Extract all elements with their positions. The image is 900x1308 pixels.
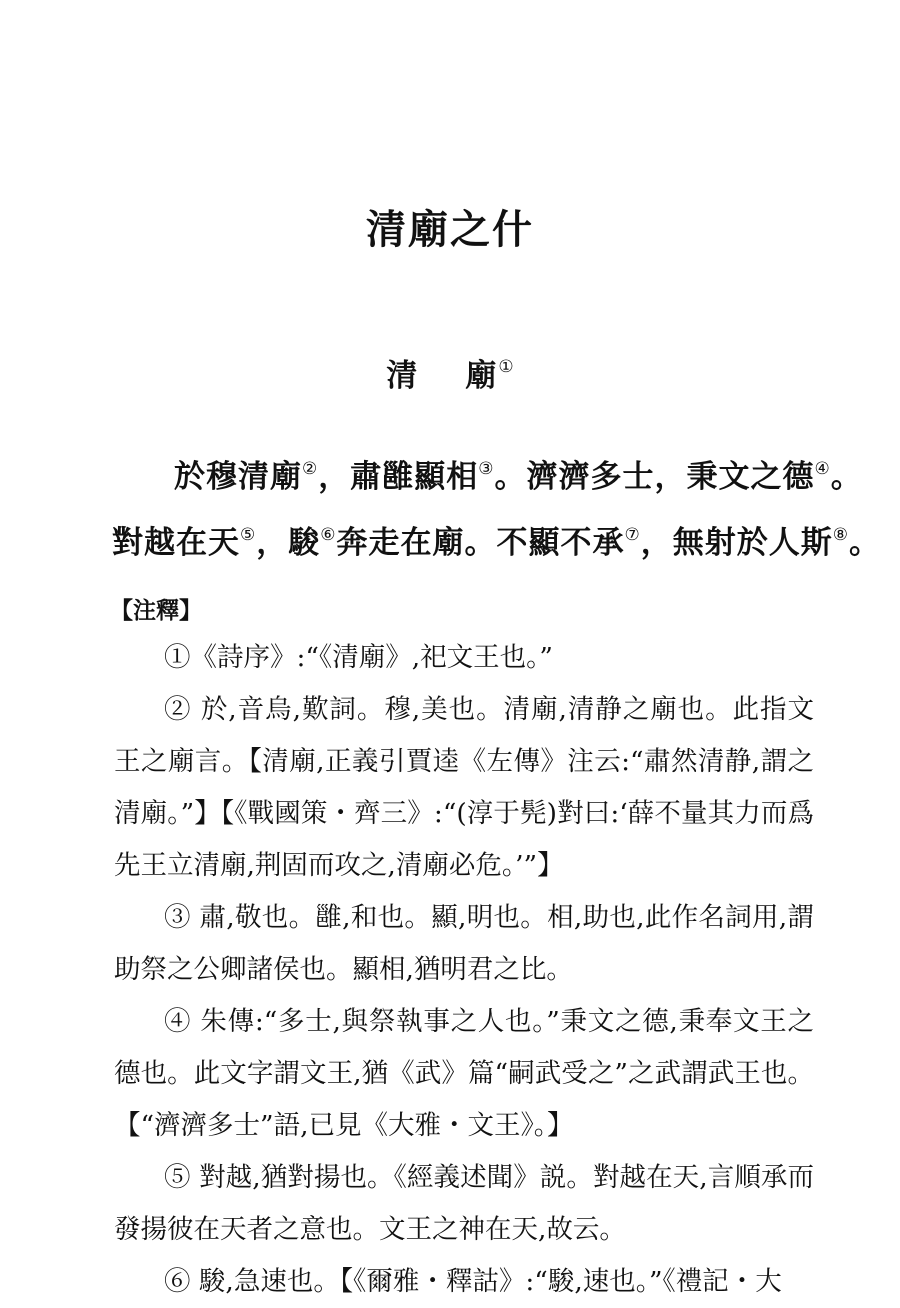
poem-segment: 。濟濟多士，秉文之德	[494, 459, 815, 495]
poem-text	[112, 440, 881, 572]
poem-line-1	[112, 440, 863, 506]
poem-segment: 。	[849, 525, 881, 561]
footnote-marker: ①	[498, 357, 514, 377]
footnote-marker: ⑤	[240, 525, 257, 545]
notes-list	[114, 632, 814, 1308]
poem-segment: 。	[830, 459, 863, 495]
poem-segment: 奔走在廟。不顯不承	[336, 525, 625, 561]
note-1: ①《詩序》:“《清廟》,祀文王也。”	[164, 642, 553, 673]
section-title: 清廟之什	[366, 206, 534, 253]
poem-title-char-1: 清	[386, 358, 418, 394]
poem-title	[0, 350, 900, 395]
footnote-marker: ④	[814, 459, 831, 479]
note-4: ④ 朱傳:“多士,與祭執事之人也。”秉文之德,秉奉文王之德也。此文字謂文王,猶《武》篇“嗣武受之”之武謂武王也。【“濟濟多士”語,已見《大雅・文王》。】	[114, 1006, 814, 1141]
notes-heading: 【注釋】	[110, 598, 202, 624]
note-5: ⑤ 對越,猶對揚也。《經義述聞》説。對越在天,言順承而發揚彼在天者之意也。文王之神在天,故云。	[114, 1162, 814, 1245]
note-2: ② 於,音烏,歎詞。穆,美也。清廟,清静之廟也。此指文王之廟言。【清廟,正義引賈逵《左傳》注云:“肅然清静,謂之清廟。”】【《戰國策・齊三》:“(淳于髡)對曰:‘薛不量其力而爲先王立清廟,荆固而攻之,清廟必危。’”】	[114, 694, 814, 881]
note-3: ③ 肅,敬也。雝,和也。顯,明也。相,助也,此作名詞用,謂助祭之公卿諸侯也。顯相,猶明君之比。	[114, 902, 814, 985]
footnote-marker: ⑥	[320, 525, 337, 545]
poem-segment: 於穆清廟	[174, 459, 302, 495]
poem-segment: ，駿	[256, 525, 321, 561]
footnote-marker: ⑦	[624, 525, 641, 545]
note-6: ⑥ 駿,急速也。【《爾雅・釋詁》:“駿,速也。”《禮記・大	[164, 1266, 782, 1297]
poem-segment: ，肅雝顯相	[318, 459, 479, 495]
footnote-marker: ③	[478, 459, 495, 479]
footnote-marker: ⑧	[832, 525, 849, 545]
footnote-marker: ②	[302, 459, 319, 479]
poem-segment: ，無射於人斯	[640, 525, 833, 561]
poem-segment: 對越在天	[112, 525, 240, 561]
poem-title-char-2: 廟	[465, 358, 497, 394]
poem-line-2	[112, 506, 881, 572]
